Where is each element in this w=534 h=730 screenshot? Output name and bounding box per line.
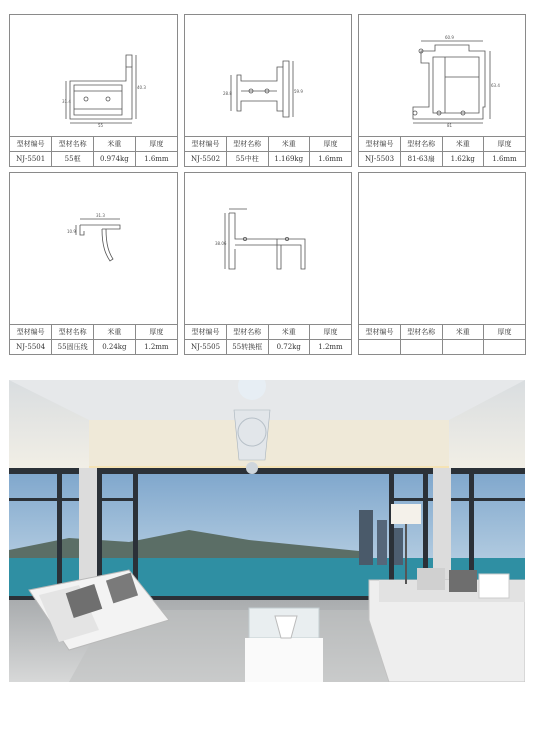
header-name: 型材名称 <box>401 325 443 340</box>
profile-drawing-5503 <box>359 15 527 137</box>
header-name: 型材名称 <box>52 137 94 152</box>
interior-photo <box>9 380 525 682</box>
svg-text:31.3: 31.3 <box>96 213 105 218</box>
header-weight: 米重 <box>94 325 136 340</box>
profile-card-5505 <box>184 172 352 355</box>
header-name: 型材名称 <box>227 325 269 340</box>
profile-weight: 1.169kg <box>268 152 310 167</box>
header-code: 型材编号 <box>185 137 227 152</box>
spec-table-5505 <box>185 324 351 354</box>
header-weight: 米重 <box>268 325 310 340</box>
profile-code: NJ-5502 <box>185 152 227 167</box>
header-name: 型材名称 <box>52 325 94 340</box>
svg-text:60.9: 60.9 <box>445 35 454 40</box>
svg-text:10.9: 10.9 <box>67 229 76 234</box>
profile-thickness: 1.6mm <box>484 152 526 167</box>
profile-card-empty <box>358 172 526 355</box>
profile-code: NJ-5505 <box>185 340 227 355</box>
header-thickness: 厚度 <box>310 137 352 152</box>
sofa <box>369 568 525 682</box>
profile-thickness: 1.2mm <box>310 340 352 355</box>
profile-code: NJ-5504 <box>10 340 52 355</box>
profile-card-5501 <box>9 14 178 167</box>
svg-text:59.9: 59.9 <box>294 89 303 94</box>
header-thickness: 厚度 <box>484 325 526 340</box>
profile-weight: 0.72kg <box>268 340 310 355</box>
profile-weight: 0.974kg <box>94 152 136 167</box>
header-code: 型材编号 <box>10 325 52 340</box>
profile-drawing-5504 <box>10 173 179 323</box>
profile-weight <box>442 340 484 355</box>
header-name: 型材名称 <box>401 137 443 152</box>
header-weight: 米重 <box>442 137 484 152</box>
header-thickness: 厚度 <box>484 137 526 152</box>
header-weight: 米重 <box>94 137 136 152</box>
profile-drawing-5502 <box>185 15 353 137</box>
profile-drawing-5505 <box>185 173 353 323</box>
profile-card-5504 <box>9 172 178 355</box>
side-table <box>245 638 323 682</box>
svg-text:55: 55 <box>98 123 104 128</box>
profile-name: 81-63扇 <box>401 152 443 167</box>
profile-weight: 1.62kg <box>442 152 484 167</box>
svg-text:31.4: 31.4 <box>62 99 71 104</box>
profile-thickness: 1.6mm <box>310 152 352 167</box>
profile-name <box>401 340 443 355</box>
profile-thickness: 1.6mm <box>135 152 177 167</box>
header-thickness: 厚度 <box>135 325 177 340</box>
header-weight: 米重 <box>442 325 484 340</box>
profile-name: 55固压线 <box>52 340 94 355</box>
header-code: 型材编号 <box>10 137 52 152</box>
header-thickness: 厚度 <box>135 137 177 152</box>
profile-name: 55中柱 <box>227 152 269 167</box>
header-weight: 米重 <box>268 137 310 152</box>
svg-text:63.4: 63.4 <box>491 83 500 88</box>
header-name: 型材名称 <box>227 137 269 152</box>
svg-text:40.3: 40.3 <box>137 85 146 90</box>
svg-text:81: 81 <box>447 123 453 128</box>
profile-name: 55框 <box>52 152 94 167</box>
profile-code: NJ-5501 <box>10 152 52 167</box>
svg-text:38.06: 38.06 <box>215 241 227 246</box>
spec-table-5502 <box>185 136 351 166</box>
profile-card-5502 <box>184 14 352 167</box>
spec-table-5503 <box>359 136 525 166</box>
profile-drawing-5501 <box>10 15 179 137</box>
profile-name: 55转换框 <box>227 340 269 355</box>
profile-card-5503 <box>358 14 526 167</box>
svg-text:28.8: 28.8 <box>223 91 232 96</box>
spec-table-empty <box>359 324 525 354</box>
spec-table-5504 <box>10 324 177 354</box>
profile-weight: 0.24kg <box>94 340 136 355</box>
header-code: 型材编号 <box>359 325 401 340</box>
header-code: 型材编号 <box>185 325 227 340</box>
header-code: 型材编号 <box>359 137 401 152</box>
profile-code <box>359 340 401 355</box>
profile-thickness <box>484 340 526 355</box>
profile-code: NJ-5503 <box>359 152 401 167</box>
interior-scene <box>9 380 525 682</box>
spec-table-5501 <box>10 136 177 166</box>
profile-thickness: 1.2mm <box>135 340 177 355</box>
floor-lamp-shade <box>391 504 421 524</box>
header-thickness: 厚度 <box>310 325 352 340</box>
